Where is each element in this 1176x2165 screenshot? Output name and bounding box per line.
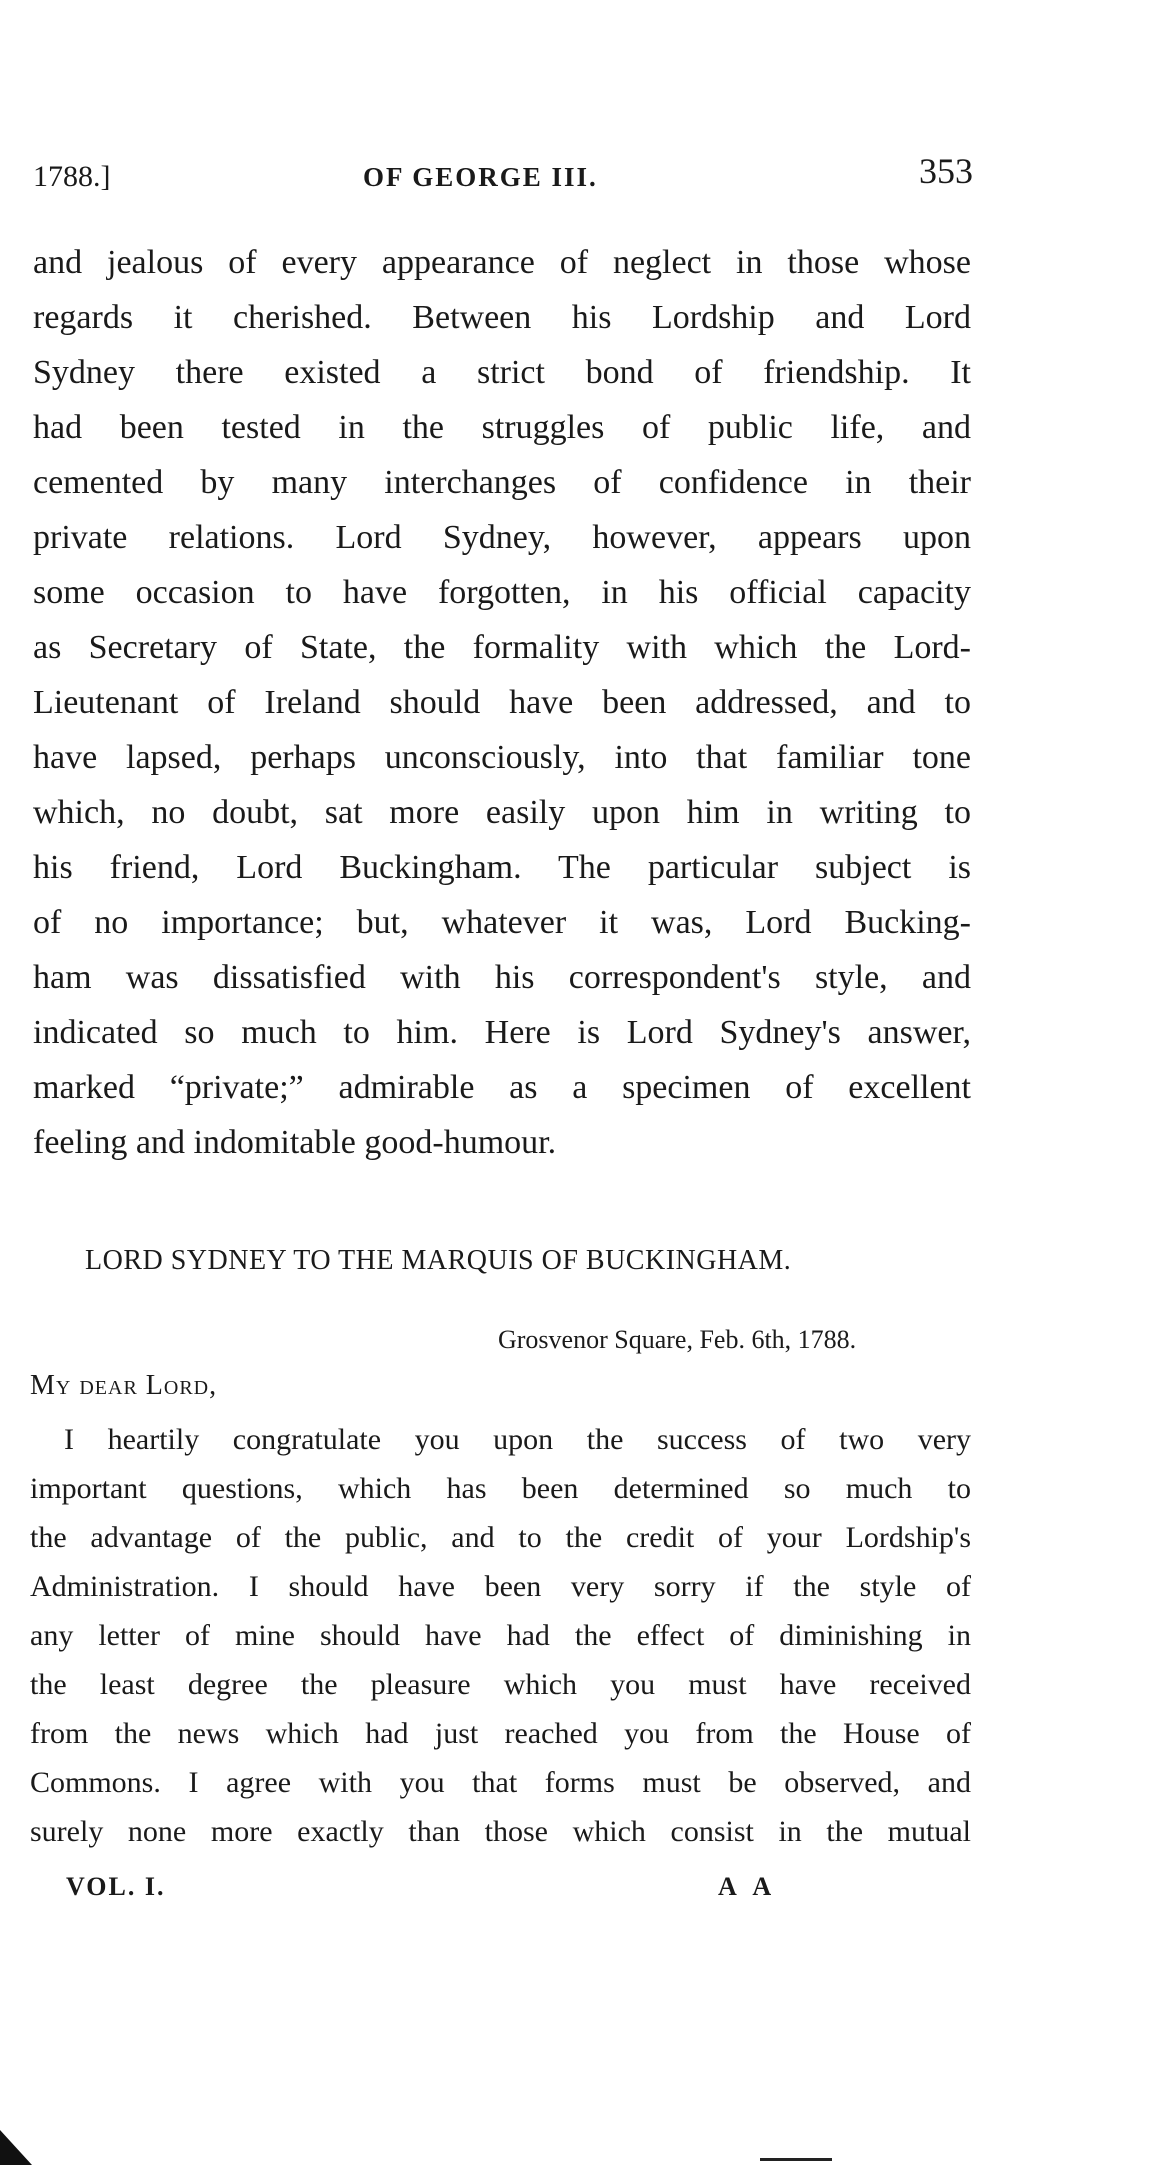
signature-mark: A A xyxy=(718,1872,778,1901)
letter-dateline: Grosvenor Square, Feb. 6th, 1788. xyxy=(498,1325,857,1354)
page-footer xyxy=(0,1872,1176,1912)
letter-line: the least degree the pleasure which you must have received xyxy=(30,1668,971,1701)
body-line: feeling and indomitable good-humour. xyxy=(33,1124,557,1161)
body-line: Sydney there existed a strict bond of friendship. It xyxy=(33,354,971,391)
body-line: of no importance; but, whatever it was, Lord Bucking- xyxy=(33,904,971,941)
body-line: Lieutenant of Ireland should have been addressed, and to xyxy=(33,684,971,721)
body-paragraph xyxy=(33,235,971,1170)
letter-line: important questions, which has been determined so much to xyxy=(30,1472,971,1505)
page-number: 353 xyxy=(919,151,973,191)
volume-label: VOL. I. xyxy=(66,1872,166,1901)
running-head-year: 1788.] xyxy=(33,160,111,193)
body-line: cemented by many interchanges of confidence in their xyxy=(33,464,971,501)
running-head-title: OF GEORGE III. xyxy=(363,162,598,192)
body-line: as Secretary of State, the formality with which the Lord- xyxy=(33,629,971,666)
body-line: regards it cherished. Between his Lordship and Lord xyxy=(33,299,971,336)
body-line: ham was dissatisfied with his correspondent's style, and xyxy=(33,959,971,996)
body-line: indicated so much to him. Here is Lord Sydney's answer, xyxy=(33,1014,971,1051)
body-line: and jealous of every appearance of neglect in those whose xyxy=(33,244,971,281)
letter-line: I heartily congratulate you upon the success of two very xyxy=(64,1423,971,1456)
letter-line: Commons. I agree with you that forms must be observed, and xyxy=(30,1766,971,1799)
corner-mark xyxy=(0,2130,32,2165)
body-line: some occasion to have forgotten, in his official capacity xyxy=(33,574,971,611)
body-line: which, no doubt, sat more easily upon him in writing to xyxy=(33,794,971,831)
letter-line: surely none more exactly than those which consist in the mutual xyxy=(30,1815,971,1848)
letter-heading: LORD SYDNEY TO THE MARQUIS OF BUCKINGHAM. xyxy=(85,1245,792,1276)
letter-body xyxy=(30,1415,971,1856)
letter-salutation: My dear Lord, xyxy=(30,1370,218,1401)
edge-rule xyxy=(760,2158,832,2161)
letter-line: Administration. I should have been very sorry if the style of xyxy=(30,1570,971,1603)
letter-line: from the news which had just reached you from the House of xyxy=(30,1717,971,1750)
running-head xyxy=(33,150,973,193)
body-line: have lapsed, perhaps unconsciously, into that familiar tone xyxy=(33,739,971,776)
letter-line: any letter of mine should have had the effect of diminishing in xyxy=(30,1619,971,1652)
body-line: had been tested in the struggles of public life, and xyxy=(33,409,971,446)
body-line: private relations. Lord Sydney, however, appears upon xyxy=(33,519,971,556)
body-line: his friend, Lord Buckingham. The particular subject is xyxy=(33,849,971,886)
body-line: marked “private;” admirable as a specimen of excellent xyxy=(33,1069,971,1106)
letter-line: the advantage of the public, and to the credit of your Lordship's xyxy=(30,1521,971,1554)
